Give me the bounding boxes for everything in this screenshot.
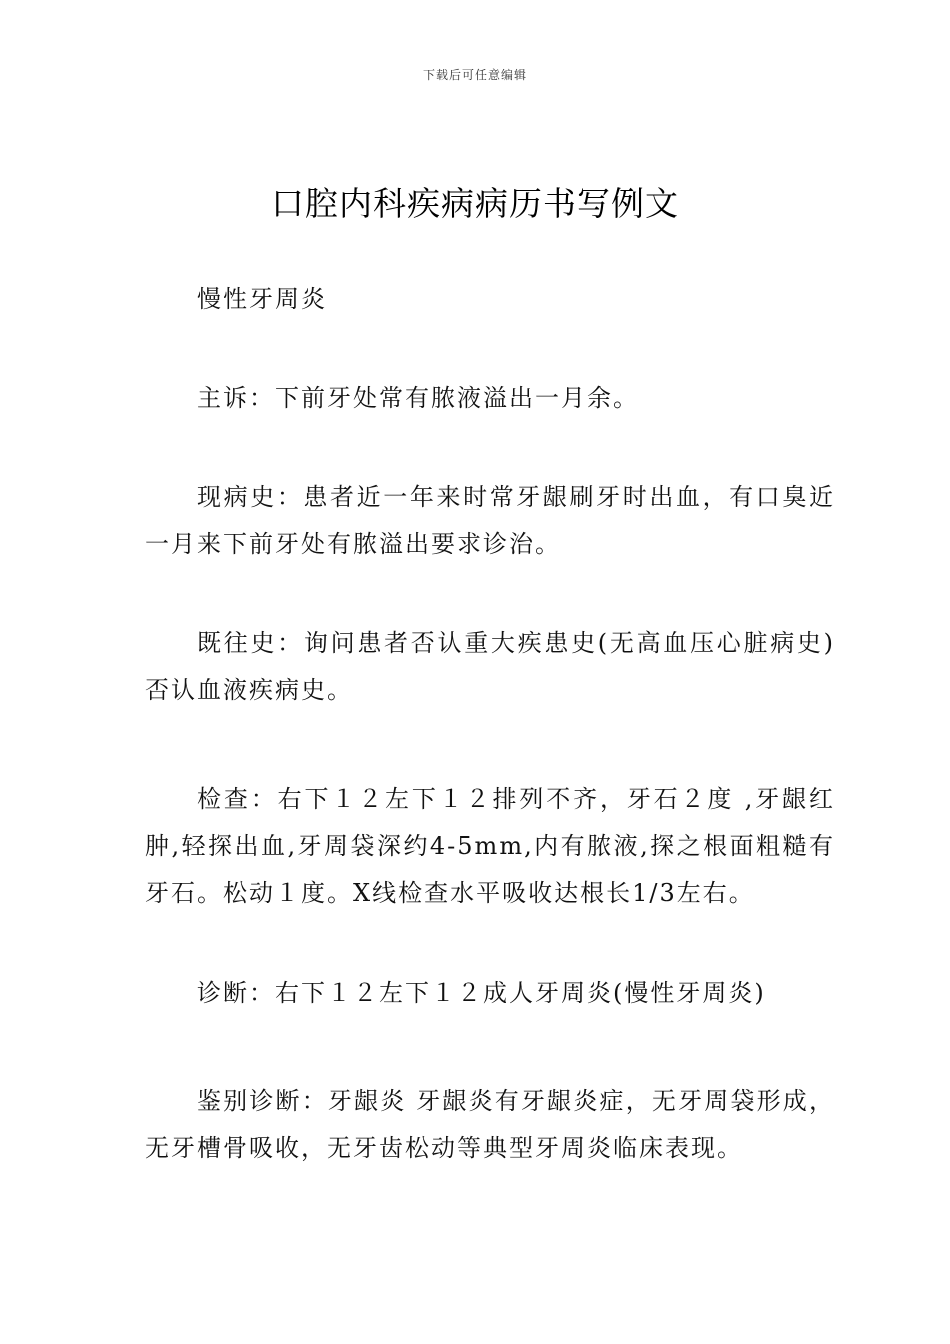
past-history-paragraph: 既往史：询问患者否认重大疾患史(无高血压心脏病史)否认血液疾病史。 [145,629,835,704]
chief-complaint-paragraph: 主诉：下前牙处常有脓液溢出一月余。 [197,384,639,412]
differential-diagnosis-paragraph: 鉴别诊断：牙龈炎 牙龈炎有牙龈炎症，无牙周袋形成，无牙槽骨吸收，无牙齿松动等典型牙周炎临床表现。 [145,1087,835,1162]
document-title: 口腔内科疾病病历书写例文 [271,184,679,223]
present-history-paragraph: 现病史：患者近一年来时常牙龈刷牙时出血，有口臭近一月来下前牙处有脓溢出要求诊治。 [145,483,835,558]
page-header-note: 下载后可任意编辑 [422,68,527,82]
diagnosis-paragraph: 诊断：右下１２左下１２成人牙周炎(慢性牙周炎) [197,979,766,1007]
disease-type-heading: 慢性牙周炎 [197,285,327,313]
examination-paragraph: 检查：右下１２左下１２排列不齐，牙石２度 ,牙龈红肿,轻探出血,牙周袋深约4-5mm,内有脓液,探之根面粗糙有牙石。松动１度。X线检查水平吸收达根长1/3左右。 [145,785,835,907]
